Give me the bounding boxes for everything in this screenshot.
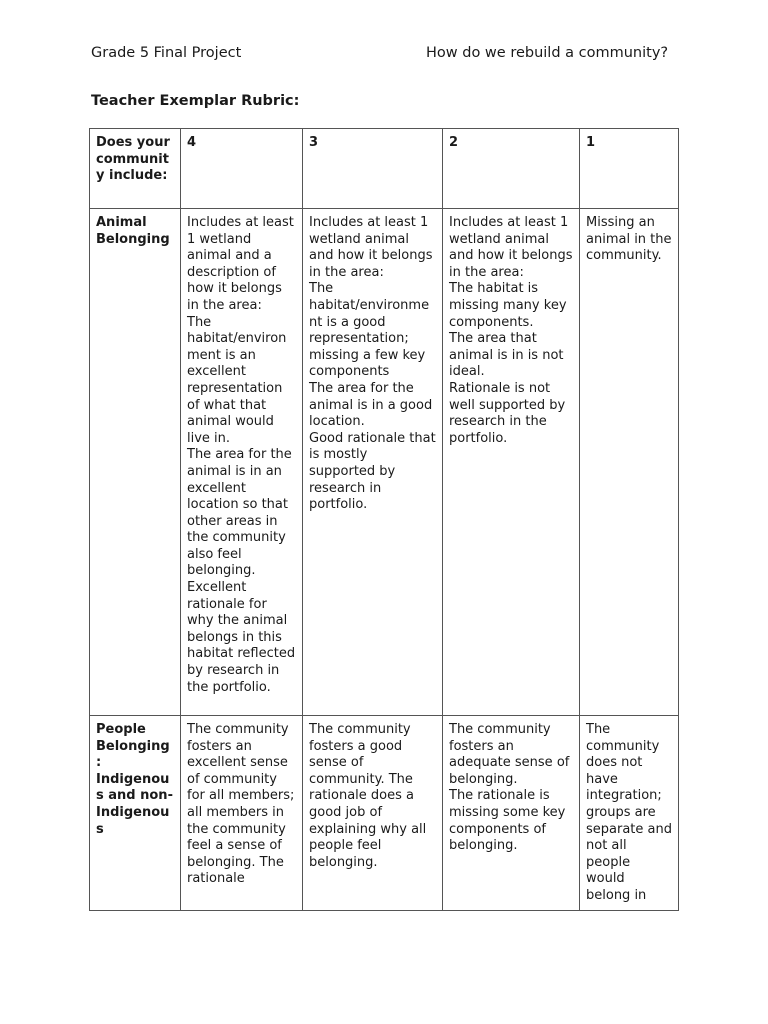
cell-line: Includes at least 1 wetland animal and how it belongs in the area: — [309, 215, 433, 280]
score-header-4: 4 — [181, 129, 303, 209]
score-header-2: 2 — [443, 129, 580, 209]
cell-line: The rationale is missing some key components of belonging. — [449, 788, 566, 854]
cell-line: The area that animal is in is not ideal. — [449, 331, 564, 380]
cell-line: The community fosters an adequate sense of belonging. — [449, 722, 570, 787]
cell-animal-score-3 — [303, 209, 443, 716]
cell-people-score-2 — [443, 716, 580, 911]
rubric-title: Teacher Exemplar Rubric: — [91, 93, 300, 109]
cell-line: The habitat is missing many key components. — [449, 281, 567, 330]
header-project-title: Grade 5 Final Project — [91, 45, 242, 61]
rubric-header-row — [90, 129, 679, 209]
cell-line: The habitat/environment is an excellent representation of what that animal would live in. — [187, 314, 287, 446]
cell-line: Good rationale that is mostly supported by research in portfolio. — [309, 430, 436, 513]
cell-line: The community fosters an excellent sense of community for all members; all members in the community feel a sense of belonging. The rationale — [187, 722, 295, 887]
cell-line: The community does not have integration; groups are separate and not all people would belong in — [586, 722, 672, 903]
cell-people-score-4 — [181, 716, 303, 911]
criterion-animal-belonging: Animal Belonging — [90, 209, 181, 716]
cell-line: Missing an animal in the community. — [586, 215, 672, 264]
rubric-table — [89, 128, 679, 911]
cell-animal-score-1 — [580, 209, 679, 716]
cell-line: The area for the animal is in a good location. — [309, 380, 433, 430]
cell-line: The community fosters a good sense of community. The rationale does a good job of explaining why all people feel belonging. — [309, 722, 427, 870]
cell-animal-score-4 — [181, 209, 303, 716]
cell-line: The habitat/environment is a good representation; missing a few key components — [309, 281, 430, 380]
cell-line: Includes at least 1 wetland animal and how it belongs in the area: — [449, 215, 573, 280]
cell-line: Includes at least 1 wetland animal and a description of how it belongs in the area: — [187, 215, 294, 313]
cell-line: The area for the animal is in an excellent location so that other areas in the community also feel belonging. — [187, 447, 292, 579]
score-header-1: 1 — [580, 129, 679, 209]
cell-animal-score-2 — [443, 209, 580, 716]
table-row — [90, 716, 679, 911]
table-row — [90, 209, 679, 716]
criterion-header: Does your community include: — [90, 129, 181, 209]
cell-line: Rationale is not well supported by research in the portfolio. — [449, 380, 566, 446]
header-guiding-question: How do we rebuild a community? — [426, 45, 669, 61]
criterion-people-belonging: People Belonging: Indigenous and non-Indigenous — [90, 716, 181, 911]
cell-people-score-1 — [580, 716, 679, 911]
cell-line: Excellent rationale for why the animal belongs in this habitat reflected by research in the portfolio. — [187, 580, 296, 695]
cell-people-score-3 — [303, 716, 443, 911]
score-header-3: 3 — [303, 129, 443, 209]
